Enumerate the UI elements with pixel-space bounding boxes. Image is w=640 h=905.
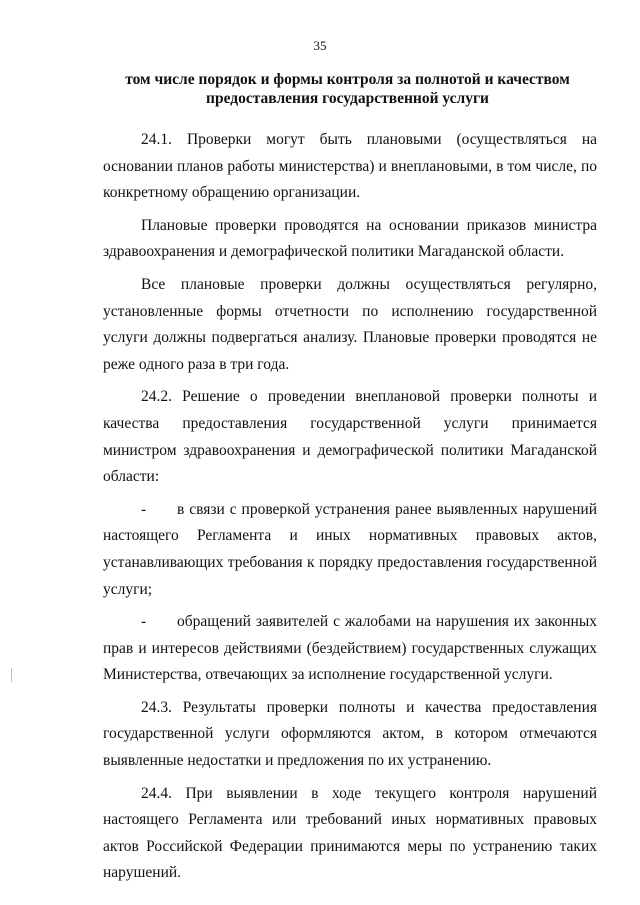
paragraph-24-2: 24.2. Решение о проведении внеплановой проверки полноты и качества предоставления государственной услуги принимается министром здравоохранения и демографической политики Магаданской области: — [103, 388, 597, 486]
scan-margin-mark — [11, 668, 12, 682]
paragraph-planned-checks-regularity: Все плановые проверки должны осуществляться регулярно, установленные формы отчетности по исполнению государственной услуги должны подвергаться анализу. Плановые проверки проводятся не реже одного раза в три года. — [103, 275, 597, 373]
dash-bullet-marker: - — [141, 613, 147, 631]
paragraph-planned-checks-basis: Плановые проверки проводятся на основании приказов министра здравоохранения и демографической политики Магаданской области. — [103, 216, 597, 261]
bullet-item-text: обращений заявителей с жалобами на нарушения их законных прав и интересов действиями (бездействием) государственных служащих Министерства, отвечающих за исполнение государственной услуги. — [103, 613, 597, 684]
bullet-item-complaints — [103, 609, 597, 689]
bullet-item-text: в связи с проверкой устранения ранее выявленных нарушений настоящего Регламента и иных нормативных правовых актов, устанавливающих требования к порядку предоставления государственной услуги; — [103, 500, 597, 598]
paragraph-24-4: 24.4. При выявлении в ходе текущего контроля нарушений настоящего Регламента или требований иных нормативных правовых актов Российской Федерации принимаются меры по устранению таких нарушений. — [103, 784, 597, 882]
page-number: 35 — [313, 38, 327, 53]
paragraph-24-1: 24.1. Проверки могут быть плановыми (осуществляться на основании планов работы министерства) и внеплановыми, в том числе, по конкретному обращению организации. — [103, 131, 597, 202]
paragraph-24-3: 24.3. Результаты проверки полноты и качества предоставления государственной услуги оформляются актом, в котором отмечаются выявленные недостатки и предложения по их устранению. — [103, 698, 597, 770]
document-body — [103, 127, 597, 893]
dash-bullet-marker: - — [141, 500, 147, 518]
section-heading: том числе порядок и формы контроля за полнотой и качеством предоставления государственной услуги — [125, 71, 570, 107]
bullet-item-violations-check — [103, 497, 597, 603]
